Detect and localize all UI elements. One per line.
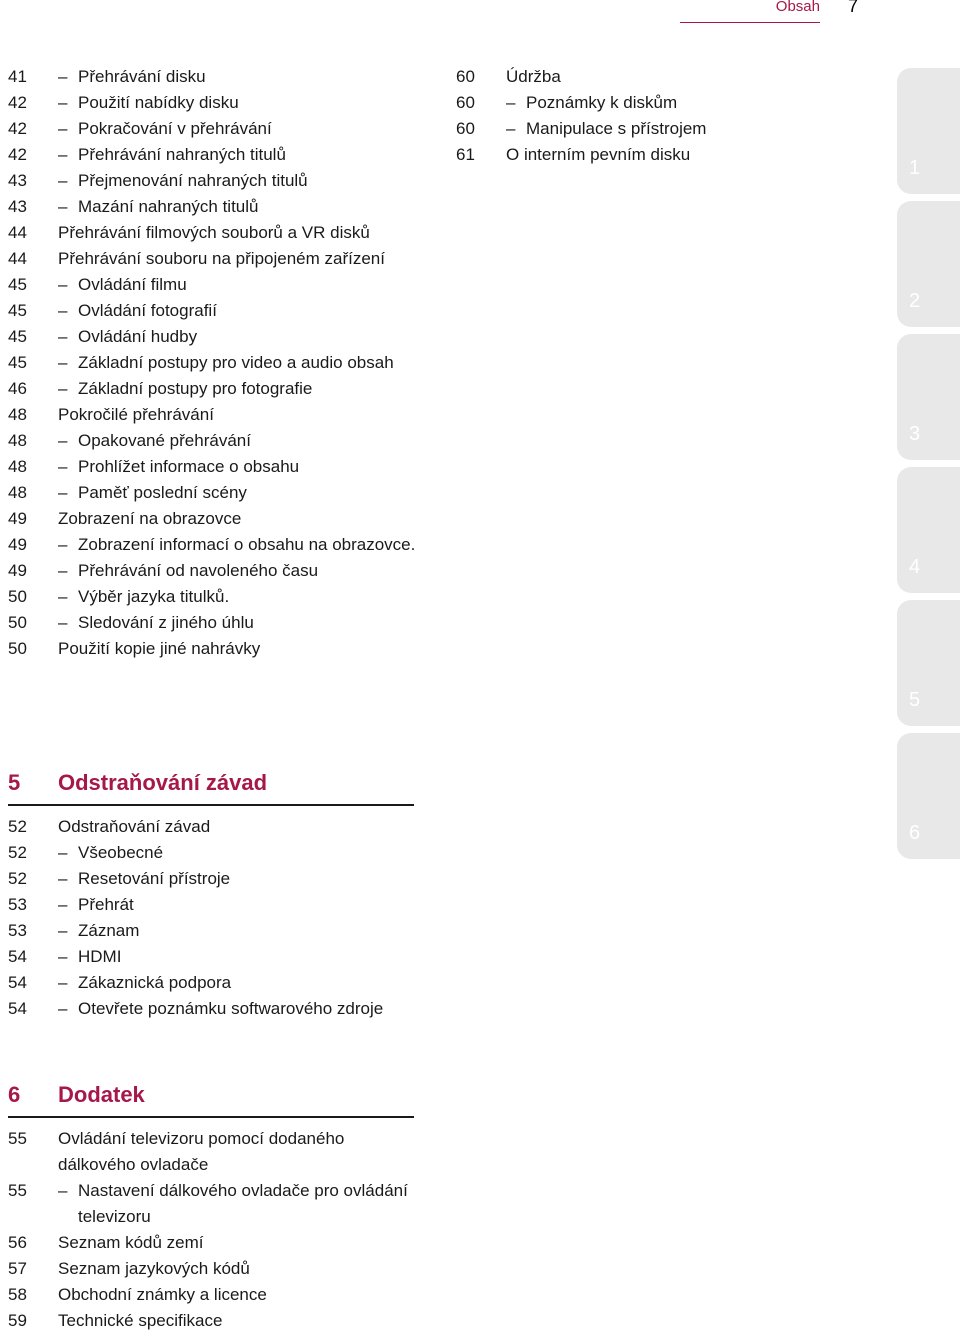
- toc-entry-title: Přehrávání nahraných titulů: [78, 145, 286, 164]
- toc-entry-title: Ovládání filmu: [78, 275, 187, 294]
- section-entries: [8, 1126, 414, 1334]
- toc-dash: –: [58, 275, 68, 294]
- toc-entry[interactable]: [8, 454, 428, 480]
- toc-entry-title: O interním pevním disku: [506, 145, 691, 164]
- toc-page-number: 52: [8, 843, 27, 862]
- header-rule: [680, 22, 820, 23]
- toc-entry-title: Přehrát: [78, 895, 134, 914]
- toc-dash: –: [58, 999, 68, 1018]
- toc-page-number: 53: [8, 895, 27, 914]
- toc-page-number: 50: [8, 613, 27, 632]
- toc-entry[interactable]: [8, 168, 428, 194]
- toc-page-number: 42: [8, 93, 27, 112]
- toc-entry[interactable]: [8, 506, 428, 532]
- toc-entry-title: Základní postupy pro fotografie: [78, 379, 313, 398]
- toc-entry-title: Všeobecné: [78, 843, 164, 862]
- toc-dash: –: [58, 171, 68, 190]
- toc-page-number: 45: [8, 353, 27, 372]
- toc-entry[interactable]: [8, 1230, 414, 1256]
- toc-entry-title: Přejmenování nahraných titulů: [78, 171, 308, 190]
- toc-dash: –: [58, 613, 68, 632]
- toc-entry-title: Paměť poslední scény: [78, 483, 247, 502]
- toc-entry-title: Prohlížet informace o obsahu: [78, 457, 300, 476]
- toc-page-number: 41: [8, 67, 27, 86]
- toc-entry[interactable]: [8, 350, 428, 376]
- toc-page-number: 45: [8, 301, 27, 320]
- toc-page-number: 49: [8, 561, 27, 580]
- toc-page-number: 42: [8, 119, 27, 138]
- toc-entry[interactable]: [8, 376, 428, 402]
- toc-entry-title: Pokročilé přehrávání: [58, 405, 214, 424]
- toc-dash: –: [58, 561, 68, 580]
- toc-entry-title: Použití nabídky disku: [78, 93, 239, 112]
- toc-right-column: [456, 64, 756, 168]
- toc-page-number: 55: [8, 1129, 27, 1148]
- toc-page-number: 56: [8, 1233, 27, 1252]
- toc-entry[interactable]: [8, 532, 428, 558]
- toc-entry-title: Opakované přehrávání: [78, 431, 251, 450]
- toc-page-number: 54: [8, 973, 27, 992]
- toc-entry-title: Resetování přístroje: [78, 869, 231, 888]
- toc-page-number: 58: [8, 1285, 27, 1304]
- toc-entry-title: Zobrazení na obrazovce: [58, 509, 242, 528]
- chapter-tab-5[interactable]: 5: [897, 600, 960, 726]
- toc-page-number: 55: [8, 1181, 27, 1200]
- toc-entry[interactable]: [8, 814, 414, 840]
- toc-page-number: 52: [8, 869, 27, 888]
- toc-entry[interactable]: [456, 90, 756, 116]
- toc-page-number: 46: [8, 379, 27, 398]
- toc-page-number: 53: [8, 921, 27, 940]
- toc-page-number: 48: [8, 483, 27, 502]
- toc-page-number: 60: [456, 93, 475, 112]
- toc-dash: –: [58, 93, 68, 112]
- toc-dash: –: [58, 921, 68, 940]
- toc-entry[interactable]: [8, 298, 428, 324]
- toc-entry[interactable]: [8, 970, 414, 996]
- toc-dash: –: [58, 379, 68, 398]
- toc-dash: –: [58, 457, 68, 476]
- toc-dash: –: [58, 895, 68, 914]
- toc-page-number: 54: [8, 947, 27, 966]
- toc-page-number: 61: [456, 145, 475, 164]
- toc-page-number: 45: [8, 327, 27, 346]
- toc-dash: –: [58, 1181, 68, 1200]
- chapter-tab-4[interactable]: 4: [897, 467, 960, 593]
- toc-entry-title: Seznam jazykových kódů: [58, 1259, 250, 1278]
- toc-entry-title: Obchodní známky a licence: [58, 1285, 267, 1304]
- toc-entry-title: Zobrazení informací o obsahu na obrazovce.: [78, 535, 416, 554]
- toc-page-number: 48: [8, 457, 27, 476]
- toc-entry[interactable]: [456, 116, 756, 142]
- toc-page-number: 43: [8, 197, 27, 216]
- section-title: Odstraňování závad: [58, 770, 268, 795]
- toc-page-number: 54: [8, 999, 27, 1018]
- toc-page-number: 49: [8, 535, 27, 554]
- toc-entry-title: Výběr jazyka titulků.: [78, 587, 230, 606]
- toc-page-number: 43: [8, 171, 27, 190]
- toc-entry[interactable]: [8, 272, 428, 298]
- toc-entry-title: Údržba: [506, 67, 561, 86]
- section-heading: [8, 766, 414, 806]
- toc-page-number: 44: [8, 223, 27, 242]
- toc-dash: –: [58, 67, 68, 86]
- toc-page-number: 48: [8, 431, 27, 450]
- header-title: Obsah: [775, 0, 820, 15]
- toc-entry[interactable]: [8, 194, 428, 220]
- toc-entry[interactable]: [8, 142, 428, 168]
- toc-entry[interactable]: [8, 944, 414, 970]
- toc-dash: –: [58, 431, 68, 450]
- toc-entry[interactable]: [8, 866, 414, 892]
- toc-entry[interactable]: [8, 220, 428, 246]
- toc-page-number: 50: [8, 639, 27, 658]
- toc-entry[interactable]: [8, 918, 414, 944]
- toc-dash: –: [58, 327, 68, 346]
- chapter-tab-2[interactable]: 2: [897, 201, 960, 327]
- toc-entry-title: Přehrávání disku: [78, 67, 206, 86]
- toc-entry-title: Přehrávání souboru na připojeném zařízení: [58, 249, 385, 268]
- toc-entry[interactable]: [8, 246, 428, 272]
- toc-dash: –: [506, 119, 516, 138]
- section-title: Dodatek: [58, 1082, 145, 1107]
- toc-entry[interactable]: [8, 480, 428, 506]
- toc-entry-title: Pokračování v přehrávání: [78, 119, 272, 138]
- toc-entry-title: Přehrávání od navoleného času: [78, 561, 319, 580]
- section-number: 6: [8, 1082, 21, 1107]
- toc-entry[interactable]: [456, 64, 756, 90]
- toc-page-number: 60: [456, 119, 475, 138]
- toc-entry[interactable]: [8, 64, 428, 90]
- toc-dash: –: [58, 587, 68, 606]
- toc-dash: –: [58, 947, 68, 966]
- toc-left-column: [8, 64, 428, 662]
- toc-entry[interactable]: [8, 1308, 414, 1334]
- toc-dash: –: [58, 843, 68, 862]
- toc-entry-title: Otevřete poznámku softwarového zdroje: [78, 999, 384, 1018]
- toc-entry-title: HDMI: [78, 947, 122, 966]
- toc-entry-title: Mazání nahraných titulů: [78, 197, 259, 216]
- toc-entry[interactable]: [8, 1178, 414, 1230]
- toc-entry[interactable]: [8, 892, 414, 918]
- toc-page-number: 49: [8, 509, 27, 528]
- toc-entry[interactable]: [8, 324, 428, 350]
- toc-dash: –: [58, 535, 68, 554]
- section-troubleshooting: [8, 766, 414, 1022]
- toc-page-number: 48: [8, 405, 27, 424]
- toc-dash: –: [58, 197, 68, 216]
- page-number: 7: [848, 0, 859, 16]
- toc-entry-title: Sledování z jiného úhlu: [78, 613, 254, 632]
- toc-page-number: 59: [8, 1311, 27, 1330]
- toc-dash: –: [58, 869, 68, 888]
- toc-entry[interactable]: [8, 402, 428, 428]
- toc-entry-title: Odstraňování závad: [58, 817, 211, 836]
- toc-entry[interactable]: [8, 1126, 414, 1178]
- toc-entry[interactable]: [8, 1256, 414, 1282]
- chapter-tab-3[interactable]: 3: [897, 334, 960, 460]
- toc-dash: –: [58, 483, 68, 502]
- toc-entry[interactable]: [8, 428, 428, 454]
- toc-entry-title: Poznámky k diskům: [526, 93, 678, 112]
- toc-page-number: 44: [8, 249, 27, 268]
- toc-entry[interactable]: [456, 142, 756, 168]
- toc-page-number: 60: [456, 67, 475, 86]
- toc-page-number: 50: [8, 587, 27, 606]
- section-heading: [8, 1078, 414, 1118]
- toc-entry-title: Manipulace s přístrojem: [526, 119, 707, 138]
- toc-entry[interactable]: [8, 116, 428, 142]
- toc-entry[interactable]: [8, 558, 428, 584]
- chapter-tab-6[interactable]: 6: [897, 733, 960, 859]
- section-number: 5: [8, 770, 21, 795]
- toc-entry[interactable]: [8, 610, 428, 636]
- toc-entry-title: Technické specifikace: [58, 1311, 223, 1330]
- toc-entry-title: Seznam kódů zemí: [58, 1233, 204, 1252]
- toc-dash: –: [58, 145, 68, 164]
- toc-dash: –: [58, 353, 68, 372]
- section-entries: [8, 814, 414, 1022]
- toc-entry[interactable]: [8, 584, 428, 610]
- toc-page-number: 52: [8, 817, 27, 836]
- toc-entry[interactable]: [8, 636, 428, 662]
- toc-dash: –: [58, 119, 68, 138]
- toc-entry-title: Ovládání fotografií: [78, 301, 217, 320]
- toc-entry-title: Základní postupy pro video a audio obsah: [78, 353, 394, 372]
- toc-dash: –: [58, 973, 68, 992]
- toc-dash: –: [58, 301, 68, 320]
- toc-entry-title: Ovládání hudby: [78, 327, 198, 346]
- toc-entry-title: Ovládání televizoru pomocí dodaného dálkového ovladače: [58, 1129, 345, 1174]
- toc-entry-title: Přehrávání filmových souborů a VR disků: [58, 223, 370, 242]
- toc-page-number: 42: [8, 145, 27, 164]
- toc-entry[interactable]: [8, 840, 414, 866]
- chapter-tab-1[interactable]: 1: [897, 68, 960, 194]
- toc-page-number: 45: [8, 275, 27, 294]
- toc-entry[interactable]: [8, 996, 414, 1022]
- toc-entry-title: Záznam: [78, 921, 140, 940]
- section-appendix: [8, 1078, 414, 1334]
- toc-page-number: 57: [8, 1259, 27, 1278]
- toc-entry[interactable]: [8, 1282, 414, 1308]
- toc-dash: –: [506, 93, 516, 112]
- toc-entry-title: Zákaznická podpora: [78, 973, 232, 992]
- toc-entry[interactable]: [8, 90, 428, 116]
- toc-entry-title: Nastavení dálkového ovladače pro ovládání televizoru: [78, 1181, 408, 1226]
- toc-entry-title: Použití kopie jiné nahrávky: [58, 639, 261, 658]
